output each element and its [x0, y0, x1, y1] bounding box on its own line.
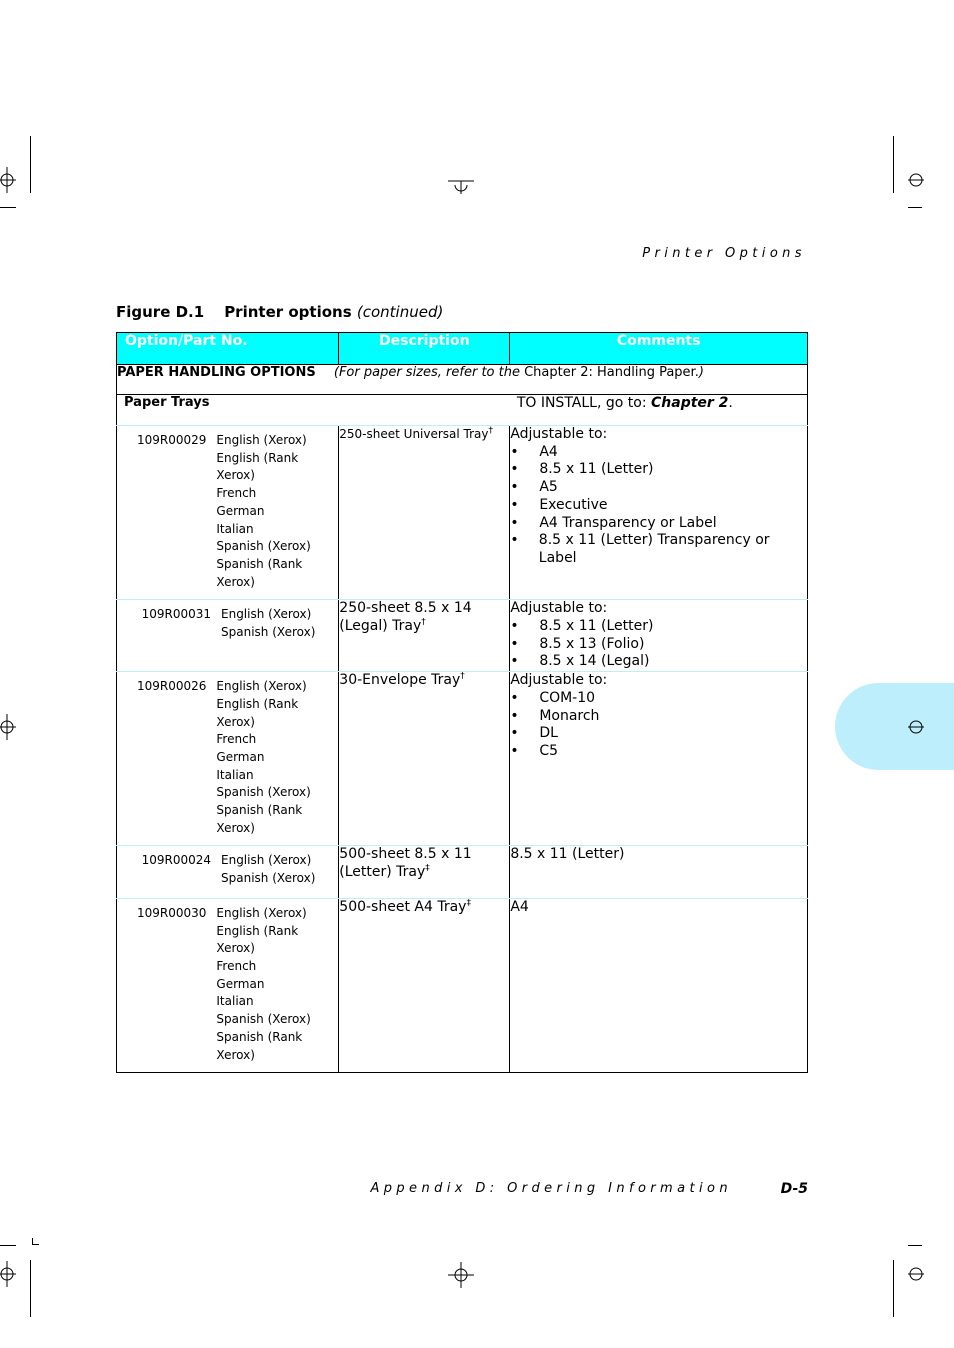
crop-mark [30, 1260, 31, 1317]
install-note: TO INSTALL, go to: Chapter 2. [510, 395, 808, 426]
crop-mark [908, 207, 922, 208]
registration-target-icon [904, 714, 930, 740]
table-row [117, 600, 808, 672]
column-header-comments: Comments [510, 333, 808, 365]
language-list: English (Xerox) Spanish (Xerox) [221, 607, 316, 640]
list-item: • 8.5 x 14 (Legal) [510, 653, 650, 670]
list-item: • A4 Transparency or Label [510, 514, 717, 531]
table-row [117, 672, 808, 846]
registration-target-icon [448, 1262, 474, 1288]
list-item: • A5 [510, 479, 558, 496]
crop-mark [893, 1260, 894, 1317]
registration-target-icon [0, 1261, 26, 1287]
figure-title: Printer options [224, 303, 352, 321]
table-row [117, 426, 808, 600]
running-header: Printer Options [642, 246, 806, 261]
part-number: 109R00026 [136, 679, 207, 694]
crop-mark [30, 136, 31, 193]
column-header-option: Option/Part No. [117, 333, 339, 365]
comments-cell: Adjustable to: • 8.5 x 11 (Letter) • 8.5 x 13 (Folio) • 8.5 x 14 (Legal) [510, 600, 808, 672]
crop-mark [0, 207, 16, 208]
list-item: • A4 [510, 443, 558, 460]
part-number: 109R00030 [136, 905, 207, 920]
description-cell: 500-sheet A4 Tray‡ [339, 898, 510, 1072]
registration-target-icon [0, 714, 26, 740]
description-cell: 30-Envelope Tray† [339, 672, 510, 846]
description-cell: 500-sheet 8.5 x 11 (Letter) Tray‡ [339, 846, 510, 898]
part-number: 109R00029 [136, 433, 207, 447]
chapter-link: Chapter 2 [651, 395, 729, 411]
chapter-tab [835, 683, 954, 770]
table-header-row [117, 333, 808, 365]
figure-label: Figure D.1 [116, 303, 205, 321]
comments-cell: 8.5 x 11 (Letter) [510, 846, 808, 898]
subsection-label: Paper Trays [124, 395, 210, 410]
description-cell: 250-sheet Universal Tray† [339, 426, 510, 600]
size-list [510, 444, 807, 568]
list-item: • COM-10 [510, 689, 596, 706]
language-list: English (Xerox) English (Rank Xerox) French German Italian Spanish (Xerox) Spanish (Rank Xerox) [216, 905, 311, 1062]
description-cell: 250-sheet 8.5 x 14 (Legal) Tray† [339, 600, 510, 672]
page-number: D-5 [780, 1181, 808, 1197]
comments-cell: Adjustable to: • COM-10 • Monarch • DL • C5 [510, 672, 808, 846]
language-list: English (Xerox) English (Rank Xerox) French German Italian Spanish (Xerox) Spanish (Rank Xerox) [216, 679, 311, 835]
figure-caption [116, 303, 443, 321]
registration-target-icon [904, 1261, 930, 1287]
section-label: PAPER HANDLING OPTIONS [117, 365, 316, 380]
registration-target-icon [0, 167, 26, 193]
list-item: • Monarch [510, 707, 600, 724]
list-item: • Executive [510, 496, 608, 513]
language-list: English (Xerox) Spanish (Xerox) [221, 853, 316, 886]
registration-target-icon [904, 167, 930, 193]
size-list [510, 618, 807, 671]
part-number: 109R00024 [141, 853, 211, 868]
column-header-description: Description [339, 333, 510, 365]
table-row [117, 846, 808, 898]
subsection-row [117, 395, 808, 426]
crop-mark [32, 1244, 39, 1245]
list-item: • 8.5 x 11 (Letter) [510, 618, 654, 635]
printer-options-table [116, 332, 808, 1073]
running-footer: Appendix D: Ordering Information [370, 1181, 732, 1196]
crop-mark [908, 1245, 922, 1246]
list-item: • 8.5 x 11 (Letter) Transparency or Label [510, 532, 770, 566]
part-number: 109R00031 [141, 607, 211, 622]
registration-target-icon [448, 172, 474, 198]
size-list [510, 690, 807, 761]
section-row [117, 365, 808, 395]
figure-continued: (continued) [356, 303, 444, 321]
language-list: English (Xerox) English (Rank Xerox) French German Italian Spanish (Xerox) Spanish (Rank Xerox) [216, 433, 311, 589]
crop-mark [0, 1245, 16, 1246]
list-item: • C5 [510, 742, 558, 759]
list-item: • DL [510, 725, 558, 742]
comments-cell: Adjustable to: • A4 • 8.5 x 11 (Letter) • A5 • Executive • A4 Transparency or Label • 8.5 x 11 (Letter) Transparency or Label [510, 426, 808, 600]
crop-mark [893, 136, 894, 193]
list-item: • 8.5 x 13 (Folio) [510, 635, 645, 652]
section-note: (For paper sizes, refer to the Chapter 2: Handling Paper.) [333, 365, 704, 380]
comments-cell: A4 [510, 898, 808, 1072]
table-row [117, 898, 808, 1072]
list-item: • 8.5 x 11 (Letter) [510, 461, 654, 478]
